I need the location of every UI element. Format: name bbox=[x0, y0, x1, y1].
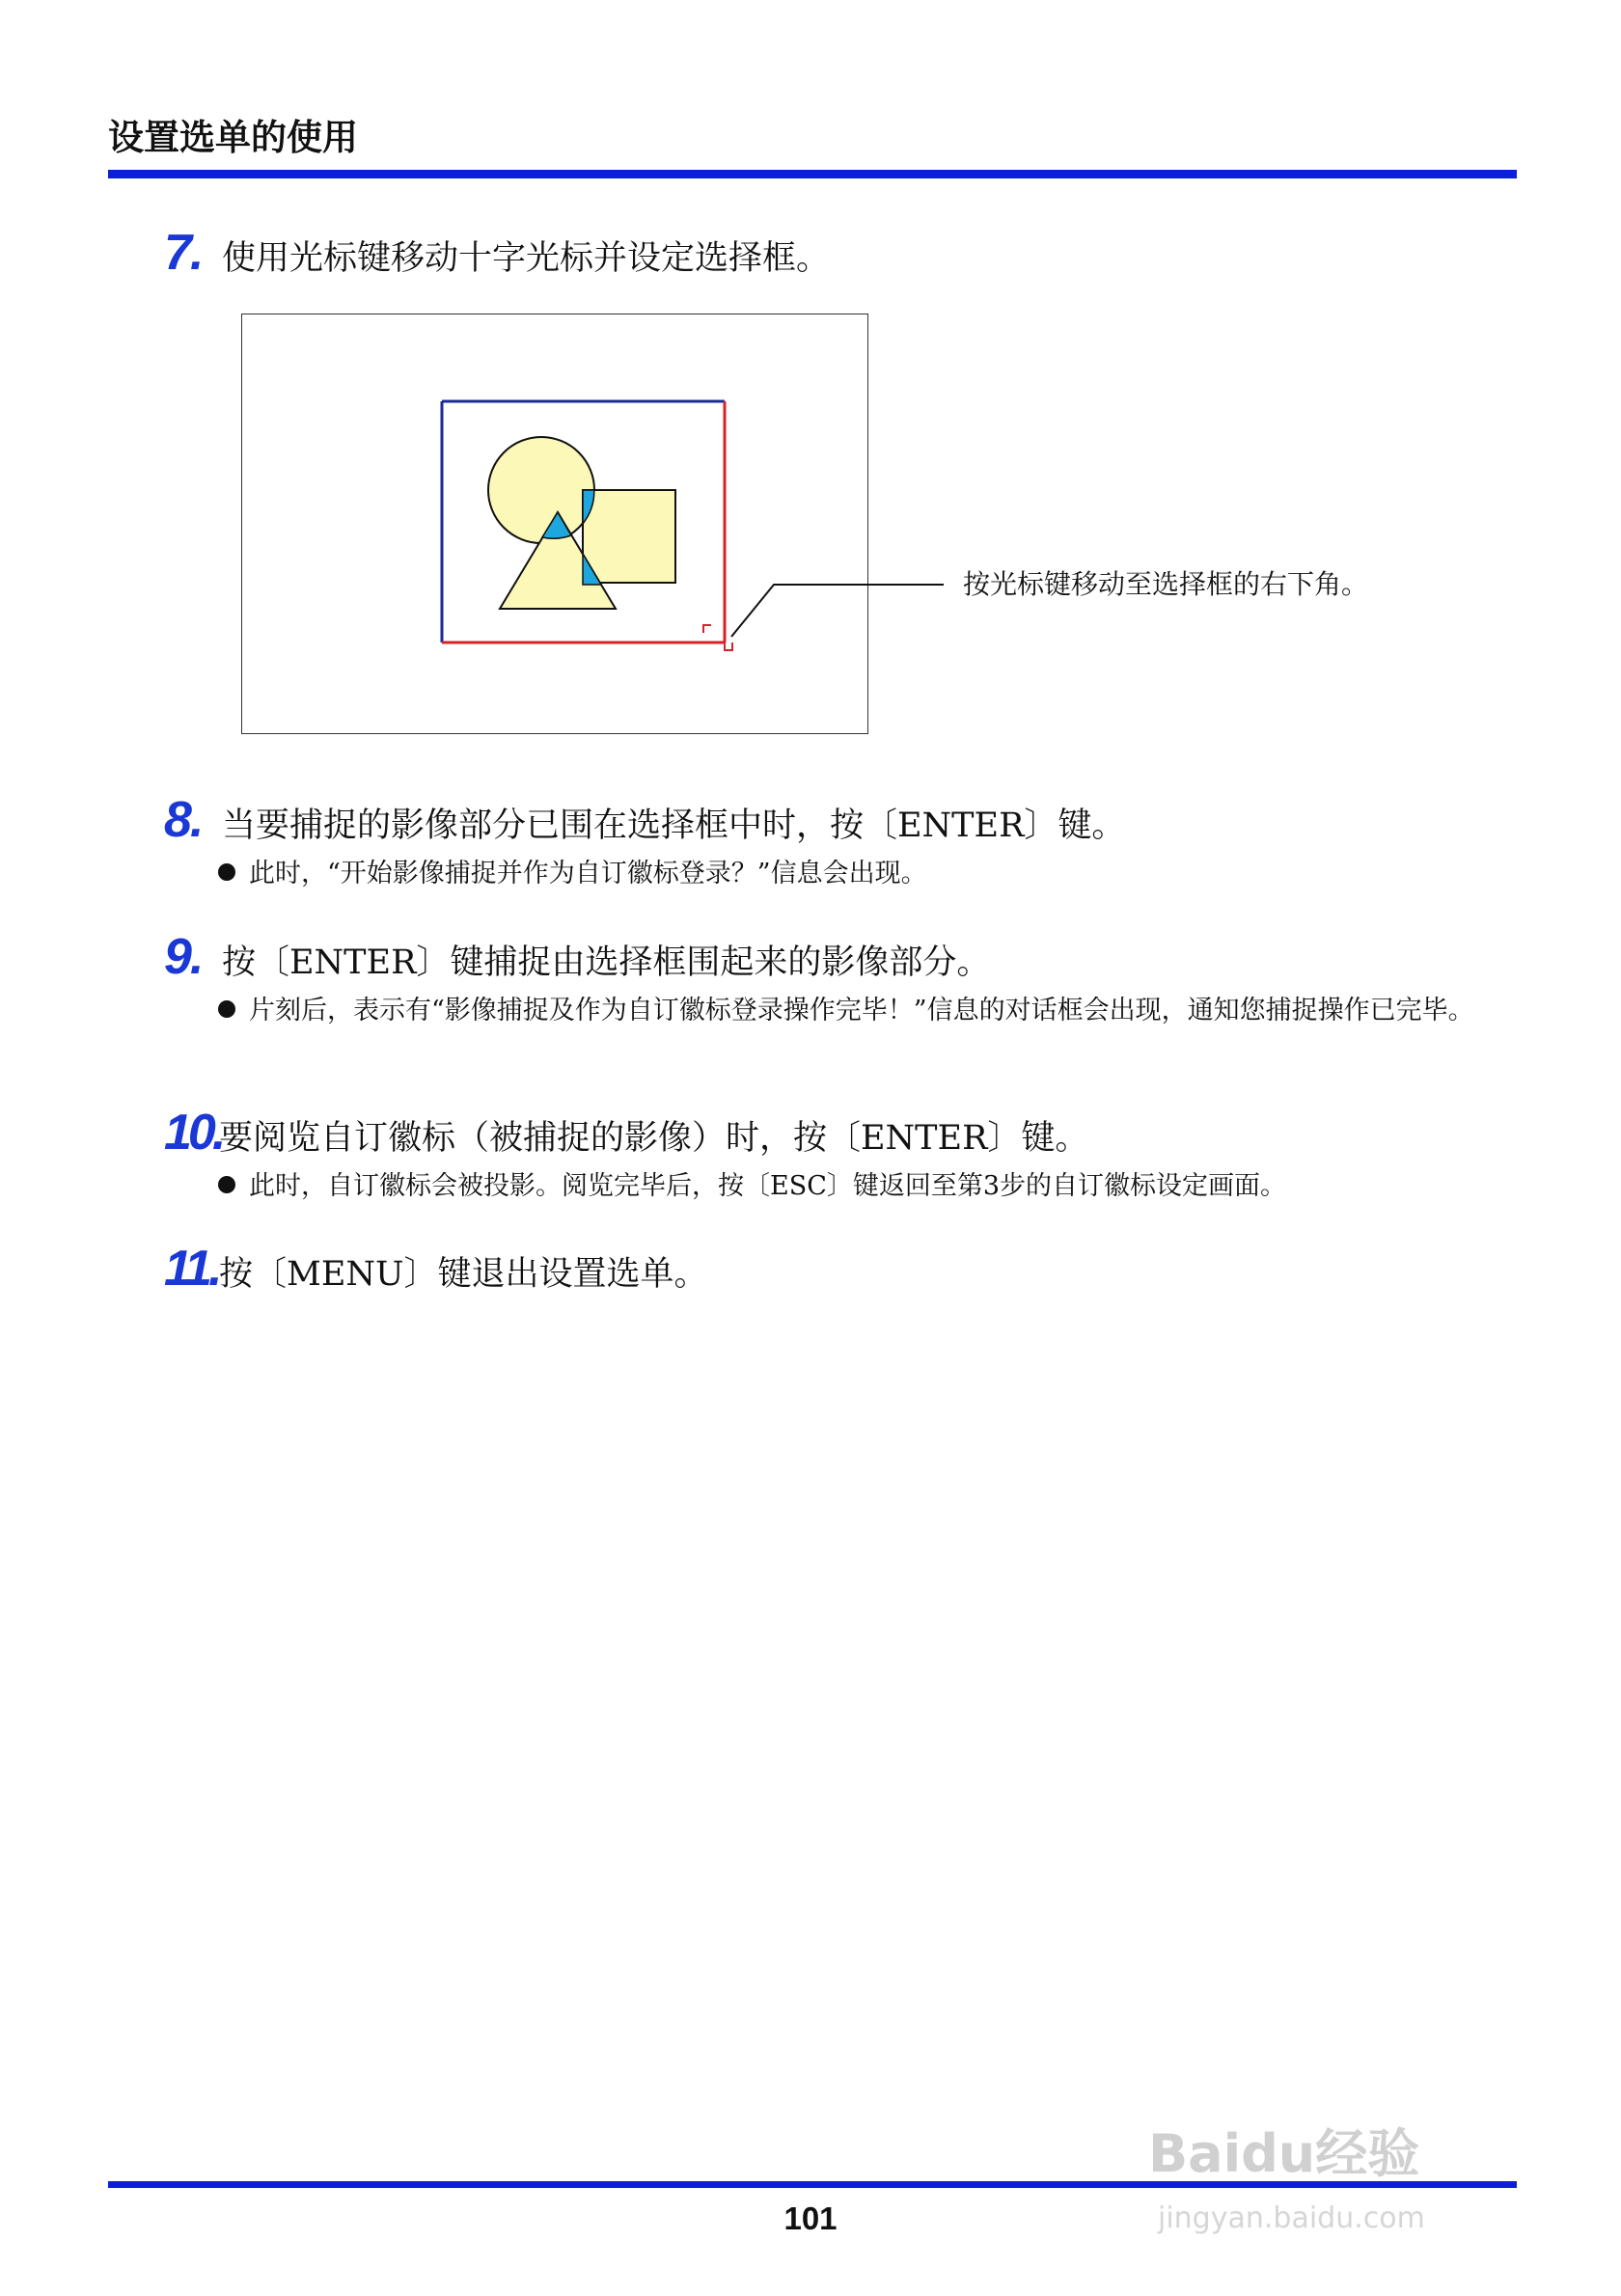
header-rule bbox=[108, 170, 1517, 178]
step-number: 9. bbox=[164, 929, 203, 985]
step-note bbox=[218, 991, 1503, 1031]
callout-text: 按光标键移动至选择框的右下角。 bbox=[963, 568, 1369, 600]
step-8 bbox=[164, 791, 1503, 894]
circle-shape bbox=[488, 437, 594, 543]
watermark-url: jingyan.baidu.com bbox=[1158, 2201, 1425, 2235]
step-7 bbox=[164, 224, 830, 285]
step-note bbox=[218, 1166, 1503, 1207]
cursor-mark-outer bbox=[725, 642, 732, 650]
step-number: 11. bbox=[164, 1241, 219, 1297]
step-text: 按〔MENU〕键退出设置选单。 bbox=[219, 1255, 708, 1294]
figure-svg bbox=[242, 314, 869, 735]
step-note bbox=[218, 854, 1503, 894]
step-text: 按〔ENTER〕键捕捉由选择框围起来的影像部分。 bbox=[222, 943, 991, 982]
note-text: 此时，自订徽标会被投影。阅览完毕后，按〔ESC〕键返回至第3步的自订徽标设定画面。 bbox=[249, 1171, 1287, 1201]
bullet-icon bbox=[218, 1000, 235, 1018]
page-number: 101 bbox=[783, 2200, 838, 2236]
capture-figure bbox=[241, 314, 868, 734]
step-text: 使用光标键移动十字光标并设定选择框。 bbox=[222, 239, 831, 278]
watermark-logo: Baidu经验 bbox=[1148, 2123, 1420, 2184]
step-number: 8. bbox=[164, 792, 203, 848]
cursor-mark-inner bbox=[703, 625, 711, 633]
step-9 bbox=[164, 928, 1503, 1031]
section-title: 设置选单的使用 bbox=[108, 117, 358, 158]
bullet-icon bbox=[218, 1176, 235, 1193]
step-text: 当要捕捉的影像部分已围在选择框中时，按〔ENTER〕键。 bbox=[222, 806, 1126, 845]
page-header bbox=[108, 114, 1517, 162]
square-shape bbox=[583, 490, 675, 583]
step-text: 要阅览自订徽标（被捕捉的影像）时，按〔ENTER〕键。 bbox=[219, 1119, 1089, 1158]
step-number: 7. bbox=[164, 225, 203, 281]
note-text: 此时，“开始影像捕捉并作为自订徽标登录？”信息会出现。 bbox=[249, 859, 927, 888]
note-text: 片刻后，表示有“影像捕捉及作为自订徽标登录操作完毕！”信息的对话框会出现，通知您捕捉操作已完毕。 bbox=[249, 996, 1474, 1025]
step-10 bbox=[164, 1104, 1503, 1207]
bullet-icon bbox=[218, 863, 235, 881]
step-11 bbox=[164, 1240, 708, 1300]
step-number: 10. bbox=[164, 1105, 223, 1161]
